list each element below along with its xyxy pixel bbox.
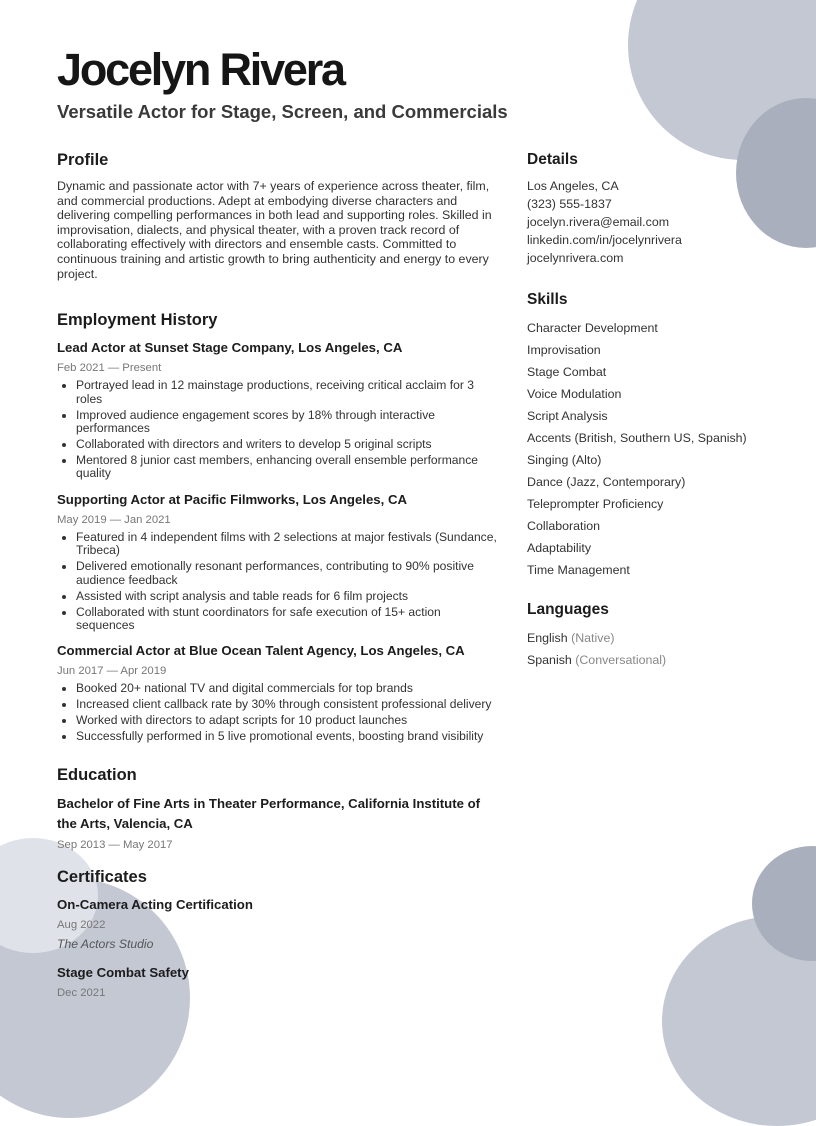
education-heading: Education (57, 765, 137, 784)
email-link[interactable]: jocelyn.rivera@email.com (527, 215, 670, 229)
job-entry (57, 339, 497, 481)
website-link[interactable]: jocelynrivera.com (527, 251, 624, 265)
skill-item: Voice Modulation (527, 387, 622, 401)
job-bullet: • Featured in 4 independent films with 2 selections at major festivals (Sundance, Tribeca) (76, 531, 497, 558)
sidebar-column (527, 149, 787, 671)
job-bullet: • Collaborated with stunt coordinators for safe execution of 15+ action sequences (76, 606, 497, 633)
details-heading: Details (527, 151, 578, 168)
skills-heading: Skills (527, 291, 568, 308)
skill-item: Singing (Alto) (527, 453, 602, 467)
certificate-issuer: The Actors Studio (57, 936, 154, 951)
job-entry (57, 642, 497, 743)
skill-item: Adaptability (527, 541, 592, 555)
candidate-name: Jocelyn Rivera (57, 44, 344, 95)
profile-section (57, 149, 497, 281)
job-bullet: • Assisted with script analysis and table reads for 6 film projects (76, 590, 497, 603)
certificate-entry (57, 896, 497, 952)
skill-item: Character Development (527, 321, 658, 335)
certificates-section (57, 866, 497, 1000)
job-bullet: • Improved audience engagement scores by 18% through interactive performances (76, 409, 497, 436)
employment-section (57, 309, 497, 744)
languages-section (527, 599, 787, 671)
skill-item: Time Management (527, 563, 630, 577)
job-bullet: • Portrayed lead in 12 mainstage productions, receiving critical acclaim for 3 roles (76, 379, 497, 406)
details-section (527, 149, 787, 267)
job-title: Commercial Actor at Blue Ocean Talent Agency, Los Angeles, CA (57, 643, 465, 659)
job-dates: Jun 2017 — Apr 2019 (57, 665, 167, 678)
language-level: (Conversational) (575, 653, 667, 667)
employment-heading: Employment History (57, 311, 218, 330)
skill-item: Dance (Jazz, Contemporary) (527, 475, 686, 489)
job-bullets (57, 379, 497, 481)
job-bullet: • Successfully performed in 5 live promotional events, boosting brand visibility (76, 730, 497, 743)
skill-item: Script Analysis (527, 409, 608, 423)
languages-heading: Languages (527, 601, 609, 618)
skill-item: Stage Combat (527, 365, 607, 379)
certificate-title: On-Camera Acting Certification (57, 896, 253, 912)
job-title: Lead Actor at Sunset Stage Company, Los Angeles, CA (57, 340, 403, 356)
education-dates: Sep 2013 — May 2017 (57, 838, 173, 851)
job-bullet: • Mentored 8 junior cast members, enhancing overall ensemble performance quality (76, 454, 497, 481)
phone-text: (323) 555-1837 (527, 197, 612, 211)
degree-title: Bachelor of Fine Arts in Theater Performance, California Institute of the Arts, Valencia, CA (57, 795, 481, 831)
profile-heading: Profile (57, 151, 109, 169)
skill-item: Teleprompter Proficiency (527, 497, 664, 511)
language-name: English (527, 631, 568, 645)
section-spacer (57, 856, 497, 866)
certificate-date: Aug 2022 (57, 918, 106, 931)
certificate-title: Stage Combat Safety (57, 964, 189, 980)
job-bullet: • Worked with directors to adapt scripts for 10 product launches (76, 714, 497, 727)
job-bullet: • Booked 20+ national TV and digital commercials for top brands (76, 682, 497, 695)
job-title: Supporting Actor at Pacific Filmworks, Los Angeles, CA (57, 491, 408, 507)
education-section (57, 764, 497, 852)
language-item (527, 627, 787, 649)
language-item (527, 649, 787, 671)
main-column (57, 149, 497, 1012)
linkedin-link[interactable]: linkedin.com/in/jocelynrivera (527, 233, 682, 247)
location-text: Los Angeles, CA (527, 179, 619, 193)
candidate-headline: Versatile Actor for Stage, Screen, and Commercials (57, 101, 508, 122)
section-spacer (57, 754, 497, 764)
certificate-date: Dec 2021 (57, 986, 106, 999)
job-entry (57, 491, 497, 633)
skill-item: Improvisation (527, 343, 601, 357)
certificates-heading: Certificates (57, 867, 147, 886)
job-bullets (57, 682, 497, 743)
job-dates: May 2019 — Jan 2021 (57, 513, 171, 526)
job-bullet: • Increased client callback rate by 30% through consistent professional delivery (76, 698, 497, 711)
language-name: Spanish (527, 653, 572, 667)
job-bullets (57, 531, 497, 633)
skill-item: Accents (British, Southern US, Spanish) (527, 431, 747, 445)
job-bullet: • Collaborated with directors and writers to develop 5 original scripts (76, 438, 497, 451)
skill-item: Collaboration (527, 519, 601, 533)
profile-summary: Dynamic and passionate actor with 7+ years of experience across theater, film, and commercial productions. Adept at embodying diverse characters and delivering compelling performances in both lead and supporting roles. Skilled in improvisation, dialects, and physical theater, with a proven track record of collaborating effectively with directors and ensemble casts. Committed to continuous training and artistic growth to bring authenticity and energy to every project. (57, 179, 492, 281)
job-dates: Feb 2021 — Present (57, 362, 162, 375)
language-level: (Native) (571, 631, 615, 645)
skills-section (527, 289, 787, 581)
certificate-entry (57, 964, 497, 1000)
job-bullet: • Delivered emotionally resonant performances, contributing to 90% positive audience feedback (76, 560, 497, 587)
